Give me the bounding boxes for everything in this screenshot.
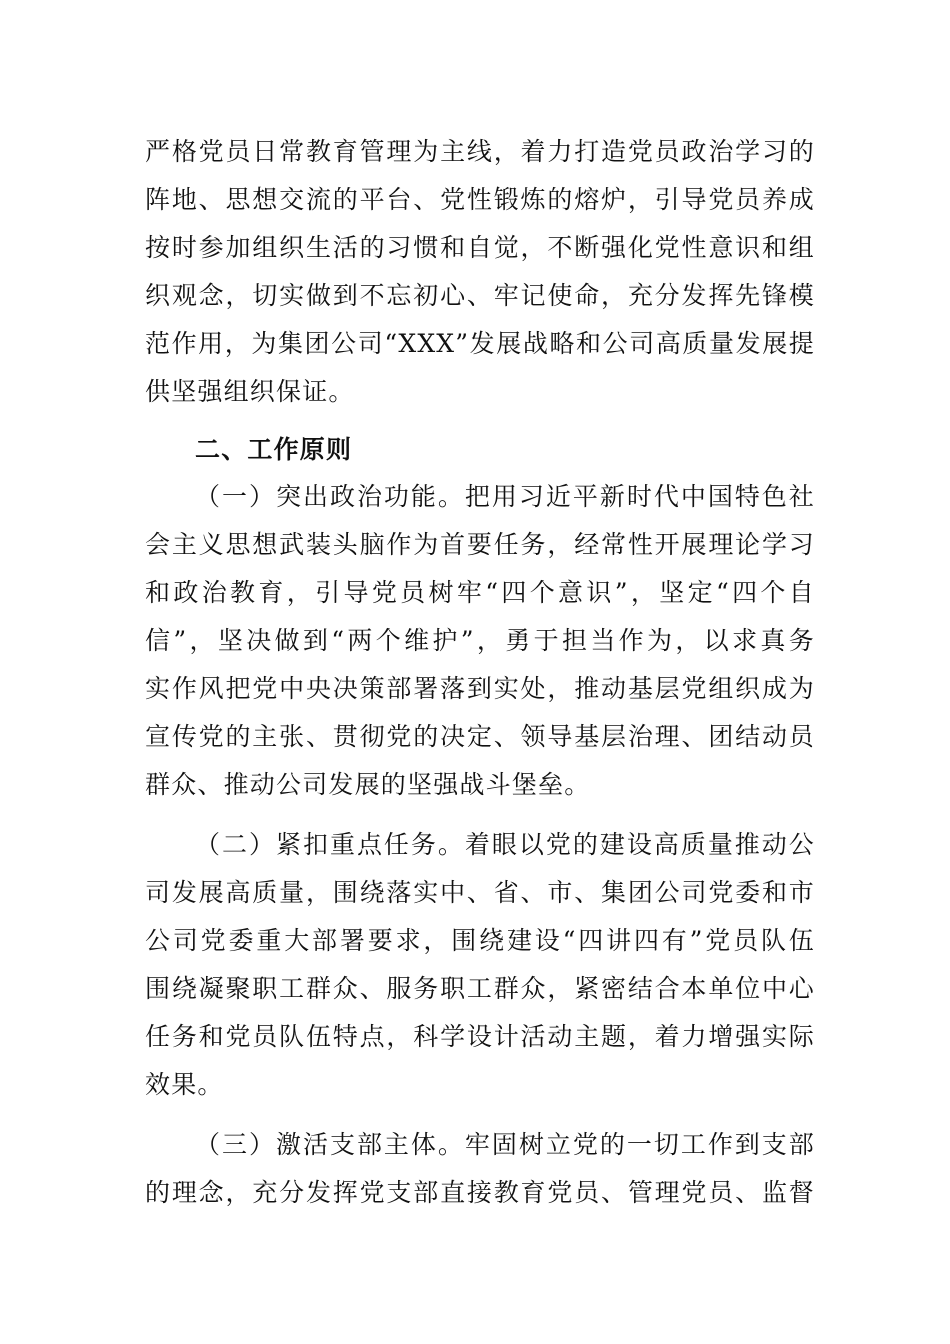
- text-line: 按时参加组织生活的习惯和自觉，不断强化党性意识和组: [145, 233, 815, 262]
- text-line: 阵地、思想交流的平台、党性锻炼的熔炉，引导党员养成: [145, 185, 815, 214]
- text-line: 围绕凝聚职工群众、服务职工群众，紧密结合本单位中心: [145, 974, 815, 1003]
- text-line: 实作风把党中央决策部署落到实处，推动基层党组织成为: [145, 674, 815, 703]
- text-line: 织观念，切实做到不忘初心、牢记使命，充分发挥先锋模: [145, 281, 815, 310]
- text-line: 供坚强组织保证。: [145, 377, 355, 406]
- text-line: 宣传党的主张、贯彻党的决定、领导基层治理、团结动员: [145, 722, 815, 751]
- text-line: 的理念，充分发挥党支部直接教育党员、管理党员、监督: [145, 1178, 815, 1207]
- text-line: 司发展高质量，围绕落实中、省、市、集团公司党委和市: [145, 878, 815, 907]
- text-line: 公司党委重大部署要求，围绕建设“四讲四有”党员队伍: [145, 926, 815, 955]
- text-line: （二）紧扣重点任务。着眼以党的建设高质量推动公: [195, 830, 815, 859]
- text-line: 严格党员日常教育管理为主线，着力打造党员政治学习的: [145, 137, 815, 166]
- text-line: （一）突出政治功能。把用习近平新时代中国特色社: [195, 482, 815, 511]
- text-line: 效果。: [145, 1070, 224, 1099]
- text-line: 信”，坚决做到“两个维护”，勇于担当作为，以求真务: [145, 626, 815, 655]
- text-line: 会主义思想武装头脑作为首要任务，经常性开展理论学习: [145, 530, 815, 559]
- section-heading: 二、工作原则: [195, 435, 353, 464]
- text-line: 和政治教育，引导党员树牢“四个意识”，坚定“四个自: [145, 578, 815, 607]
- text-line: 群众、推动公司发展的坚强战斗堡垒。: [145, 770, 591, 799]
- text-line: 任务和党员队伍特点，科学设计活动主题，着力增强实际: [145, 1022, 815, 1051]
- text-line: 范作用，为集团公司“XXX”发展战略和公司高质量发展提: [145, 329, 815, 358]
- text-line: （三）激活支部主体。牢固树立党的一切工作到支部: [195, 1130, 815, 1159]
